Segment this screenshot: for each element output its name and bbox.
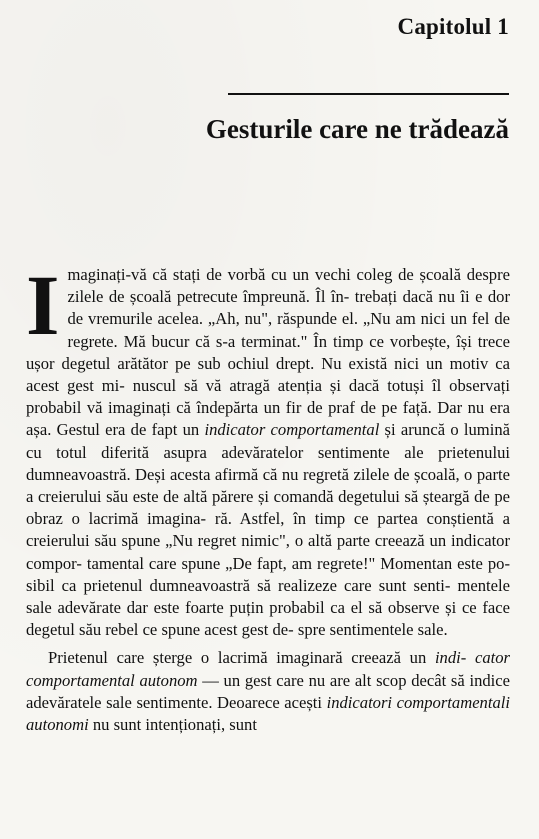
drop-cap: I bbox=[26, 257, 60, 353]
text-line: prietenului dumneavoastră. Deși acesta afirmă că nu regretă bbox=[26, 442, 510, 484]
text-line: trebați dacă nu îi e dor de vremurile acelea. „Ah, nu", bbox=[67, 287, 510, 329]
text-line: mentele sale adevărate dar este foarte puțin probabil ca el să bbox=[26, 575, 510, 618]
text-segment: — un gest care nu are alt scop bbox=[197, 670, 407, 690]
italic-term: indicatori comportamentali autonomi bbox=[26, 692, 510, 735]
text-line: nuscul să vă atragă atenția și dacă totuși îl observați probabil bbox=[26, 376, 511, 418]
text-line: vă imaginați că îndepărta un fir de praf de pe față. Dar nu era bbox=[86, 398, 510, 418]
text-line: zilele de școală, o parte a creierului său este de altă părere și bbox=[26, 464, 510, 507]
text-line: „Nu regret nimic", o altă parte creează un indicator compor- bbox=[26, 531, 511, 573]
body-text bbox=[26, 257, 511, 736]
text-line: maginați-vă că stați de vorbă cu un vechi coleg de bbox=[67, 265, 414, 284]
text-line: observe și ce face degetul său rebel ce spune acest gest de- bbox=[26, 598, 510, 640]
text-segment: decât să indice adevăratele sale sentimente. Deoarece acești bbox=[26, 670, 510, 712]
text-line: ră. Astfel, în timp ce partea conștientă a creierului său spune bbox=[26, 509, 510, 551]
text-line: și aruncă o bbox=[379, 420, 459, 440]
paragraph-1 bbox=[26, 257, 511, 641]
text-segment: Prietenul care șterge o lacrimă imaginară creează un bbox=[48, 648, 435, 668]
text-line: lumină cu totul diferită asupra adevăratelor sentimente ale bbox=[26, 420, 510, 462]
text-line: comandă degetului să șteargă de pe obraz o lacrimă imagina- bbox=[26, 487, 510, 529]
text-line: școală despre zilele de școală petrecute împreună. Îl în- bbox=[67, 265, 510, 307]
italic-term: cator comportamental autonom bbox=[26, 648, 510, 690]
chapter-label: Capitolul 1 bbox=[397, 14, 509, 39]
paragraph-2 bbox=[26, 647, 510, 736]
italic-term: indi- bbox=[434, 648, 467, 668]
title-divider bbox=[228, 93, 509, 95]
text-line: sibil ca prietenul dumneavoastră să realizeze care sunt senti- bbox=[26, 575, 451, 595]
text-line: pe sub ochiul drept. Nu există nici un motiv ca acest gest mi- bbox=[26, 353, 510, 396]
text-line: așa. Gestul era de fapt un bbox=[26, 420, 205, 440]
text-segment: nu sunt intenționați, sunt bbox=[88, 715, 257, 735]
text-line: răspunde el. „Nu am nici un fel de regrete. Mă bucur că s-a bbox=[67, 309, 510, 351]
text-line: tamental care spune „De fapt, am regrete!" Momentan este po- bbox=[86, 553, 510, 573]
text-line: spre sentimentele sale. bbox=[297, 620, 448, 640]
text-line: terminat." În timp ce vorbește, își trece ușor degetul arătător bbox=[26, 331, 511, 373]
chapter-title: Gesturile care ne trădează bbox=[205, 114, 509, 144]
italic-term: indicator comportamental bbox=[204, 420, 380, 440]
